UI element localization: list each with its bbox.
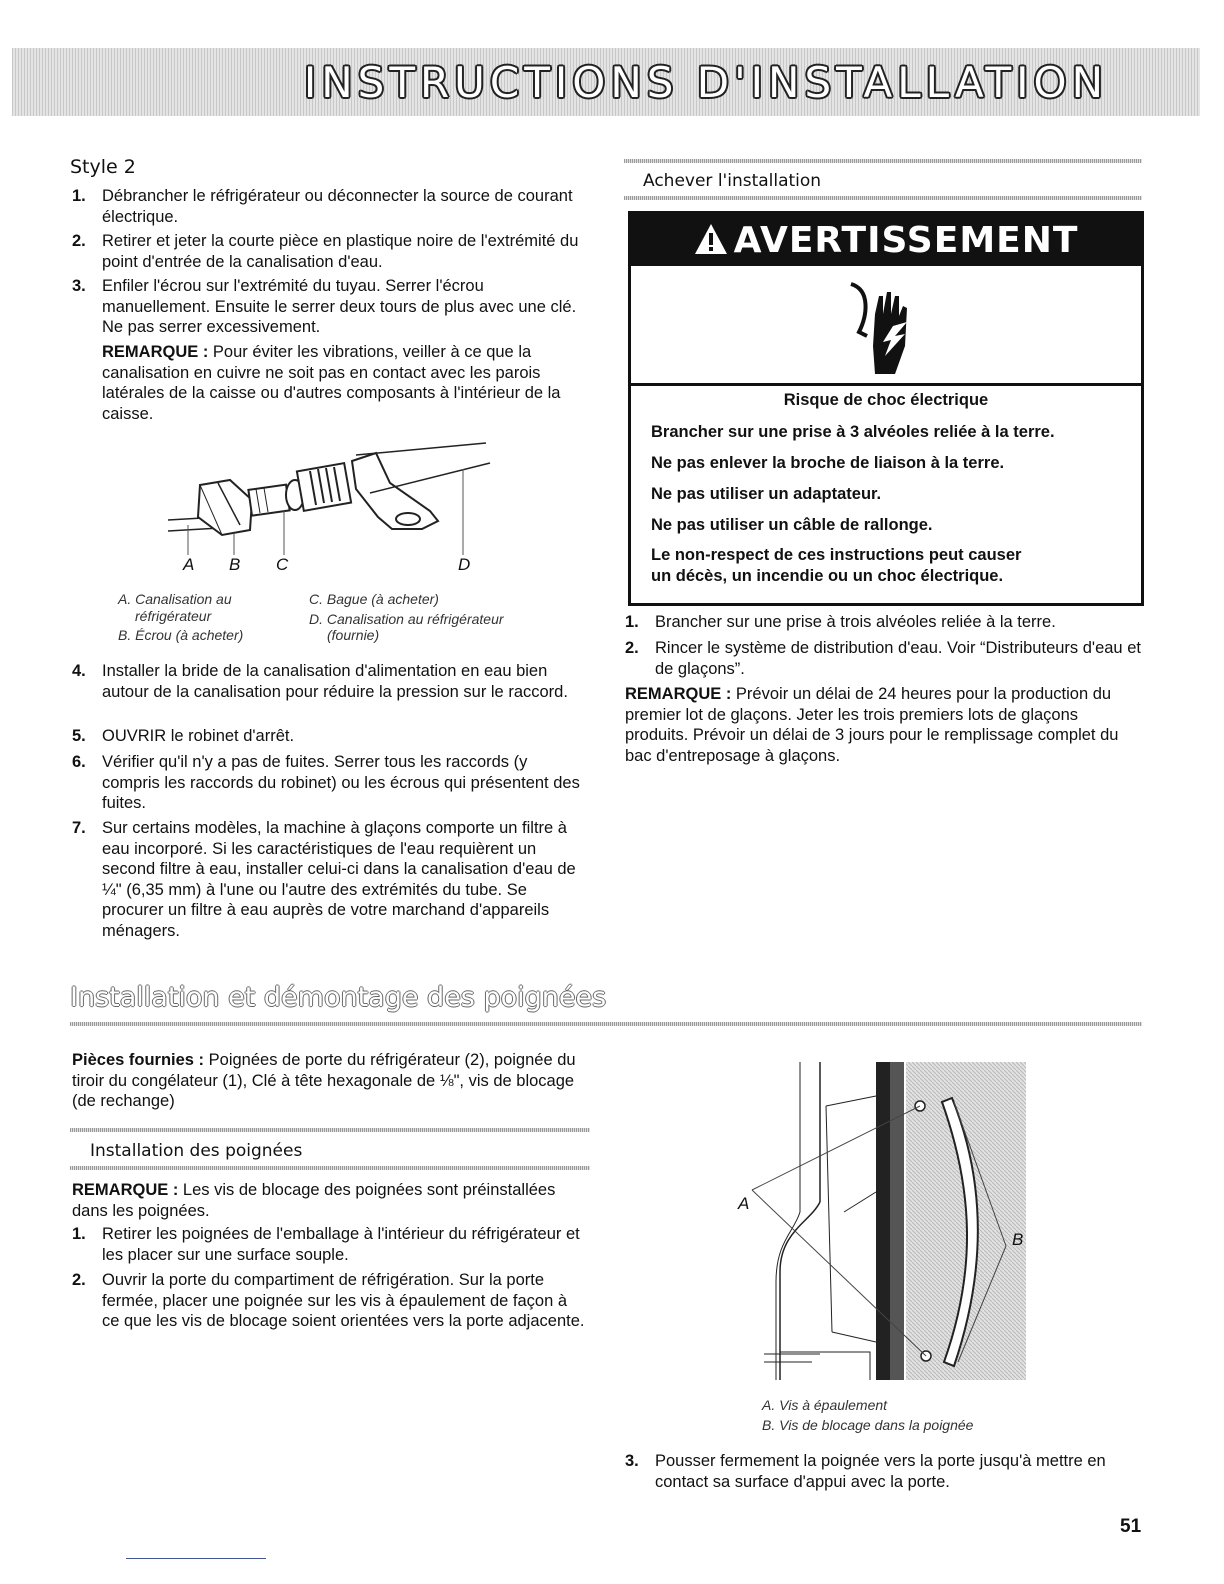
footnote-rule: [126, 1558, 266, 1559]
divider: [70, 1128, 590, 1132]
note-paragraph: REMARQUE : Pour éviter les vibrations, veiller à ce que la canalisation en cuivre ne soit pas en contact avec les parois latérales de la caisse ou d'autres composants à l'intérieur de la caisse.: [102, 343, 561, 423]
figure-label-b: B: [229, 555, 241, 574]
warning-line: un décès, un incendie ou un choc électrique.: [651, 567, 1004, 585]
caption-a: A. Canalisation au: [118, 591, 232, 607]
divider: [70, 1022, 1142, 1026]
warning-line: Ne pas enlever la broche de liaison à la terre.: [651, 454, 1005, 472]
page-number: 51: [1120, 1516, 1142, 1537]
list-item: 2. Rincer le système de distribution d'eau. Voir “Distributeurs d'eau et de glaçons”.: [625, 639, 1141, 678]
caption-d-cont: (fournie): [327, 627, 380, 643]
warning-line: Ne pas utiliser un adaptateur.: [651, 485, 882, 503]
achever-heading: Achever l'installation: [643, 171, 822, 191]
sub-heading: Installation des poignées: [90, 1141, 303, 1161]
list-item: 6. Vérifier qu'il n'y a pas de fuites. Serrer tous les raccords (y compris les raccords du robinet) ou les écrous qui présentent des fuites.: [72, 753, 580, 812]
list-item: 7. Sur certains modèles, la machine à glaçons comporte un filtre à eau incorporé. Si les caractéristiques de l'eau requièrent un second filtre à eau, installer celui-ci dans la canalisation d'eau de ¼" (6,35 mm) à l'une ou l'autre des extrémités du tube. Se procurer un filtre à eau auprès de votre marchand d'appareils ménagers.: [72, 819, 576, 940]
list-item: 2. Ouvrir la porte du compartiment de réfrigération. Sur la porte fermée, placer une poignée sur les vis à épaulement de façon à ce que les vis de blocage soient orientées vers la porte adjacente.: [72, 1271, 585, 1330]
electric-shock-icon: [841, 276, 931, 376]
warning-triangle-icon: [694, 223, 728, 255]
header-banner: [12, 48, 1200, 116]
caption-c: C. Bague (à acheter): [309, 591, 439, 607]
warning-separator: [631, 383, 1141, 386]
figure-label-c: C: [276, 555, 289, 574]
warning-line: Ne pas utiliser un câble de rallonge.: [651, 516, 933, 534]
warning-line: Brancher sur une prise à 3 alvéoles reliée à la terre.: [651, 423, 1055, 441]
note-paragraph: REMARQUE : Prévoir un délai de 24 heures pour la production du premier lot de glaçons. Jeter les trois premiers lots de glaçons produits. Prévoir un délai de 3 jours pour le remplissage complet du bac d'entreposage à glaçons.: [625, 685, 1119, 765]
figure-label-b: B: [1012, 1230, 1024, 1249]
list-item: 3. Pousser fermement la poignée vers la porte jusqu'à mettre en contact sa surface d'appui avec la porte.: [625, 1452, 1106, 1491]
note-paragraph: REMARQUE : Les vis de blocage des poignées sont préinstallées dans les poignées.: [72, 1181, 556, 1220]
warning-title: AVERTISSEMENT: [733, 220, 1079, 261]
warning-hazard: Risque de choc électrique: [783, 391, 989, 409]
divider: [624, 159, 1142, 163]
list-item: 1. Brancher sur une prise à trois alvéoles reliée à la terre.: [625, 613, 1056, 631]
warning-box: [628, 211, 1144, 606]
list-item: 2. Retirer et jeter la courte pièce en plastique noire de l'extrémité du point d'entrée de la canalisation d'eau.: [72, 232, 579, 271]
figure-label-a: A: [183, 555, 195, 574]
list-item: 1. Débrancher le réfrigérateur ou déconnecter la source de courant électrique.: [72, 187, 573, 226]
page-title: INSTRUCTIONS D'INSTALLATION: [303, 58, 1108, 107]
warning-line: Le non-respect de ces instructions peut causer: [651, 546, 1022, 564]
list-item: 5. OUVRIR le robinet d'arrêt.: [72, 727, 295, 745]
parts-paragraph: Pièces fournies : Poignées de porte du réfrigérateur (2), poignée du tiroir du congélateur (1), Clé à tête hexagonale de ⅛", vis de blocage (de rechange): [72, 1051, 576, 1110]
pipe-fitting-illustration: [160, 425, 500, 555]
door-handle-illustration: [740, 1062, 1040, 1390]
list-item: 4. Installer la bride de la canalisation d'alimentation en eau bien autour de la canalisation pour réduire la pression sur le raccord.: [72, 662, 568, 701]
figure-label-d: D: [458, 555, 471, 574]
section-title: Installation et démontage des poignées: [70, 982, 607, 1013]
style2-heading: Style 2: [70, 156, 136, 178]
caption-b: B. Vis de blocage dans la poignée: [762, 1417, 974, 1433]
caption-d: D. Canalisation au réfrigérateur: [309, 611, 504, 627]
divider: [624, 196, 1142, 200]
list-item: 3. Enfiler l'écrou sur l'extrémité du tuyau. Serrer l'écrou manuellement. Ensuite le serrer deux tours de plus avec une clé. Ne pas serrer excessivement.: [72, 277, 577, 336]
caption-a-cont: réfrigérateur: [135, 608, 212, 624]
divider: [70, 1166, 590, 1170]
list-item: 1. Retirer les poignées de l'emballage à l'intérieur du réfrigérateur et les placer sur une surface souple.: [72, 1225, 580, 1264]
figure-label-a: A: [738, 1194, 750, 1213]
caption-b: B. Écrou (à acheter): [118, 627, 244, 643]
warning-header: [631, 214, 1141, 266]
caption-a: A. Vis à épaulement: [762, 1397, 888, 1413]
